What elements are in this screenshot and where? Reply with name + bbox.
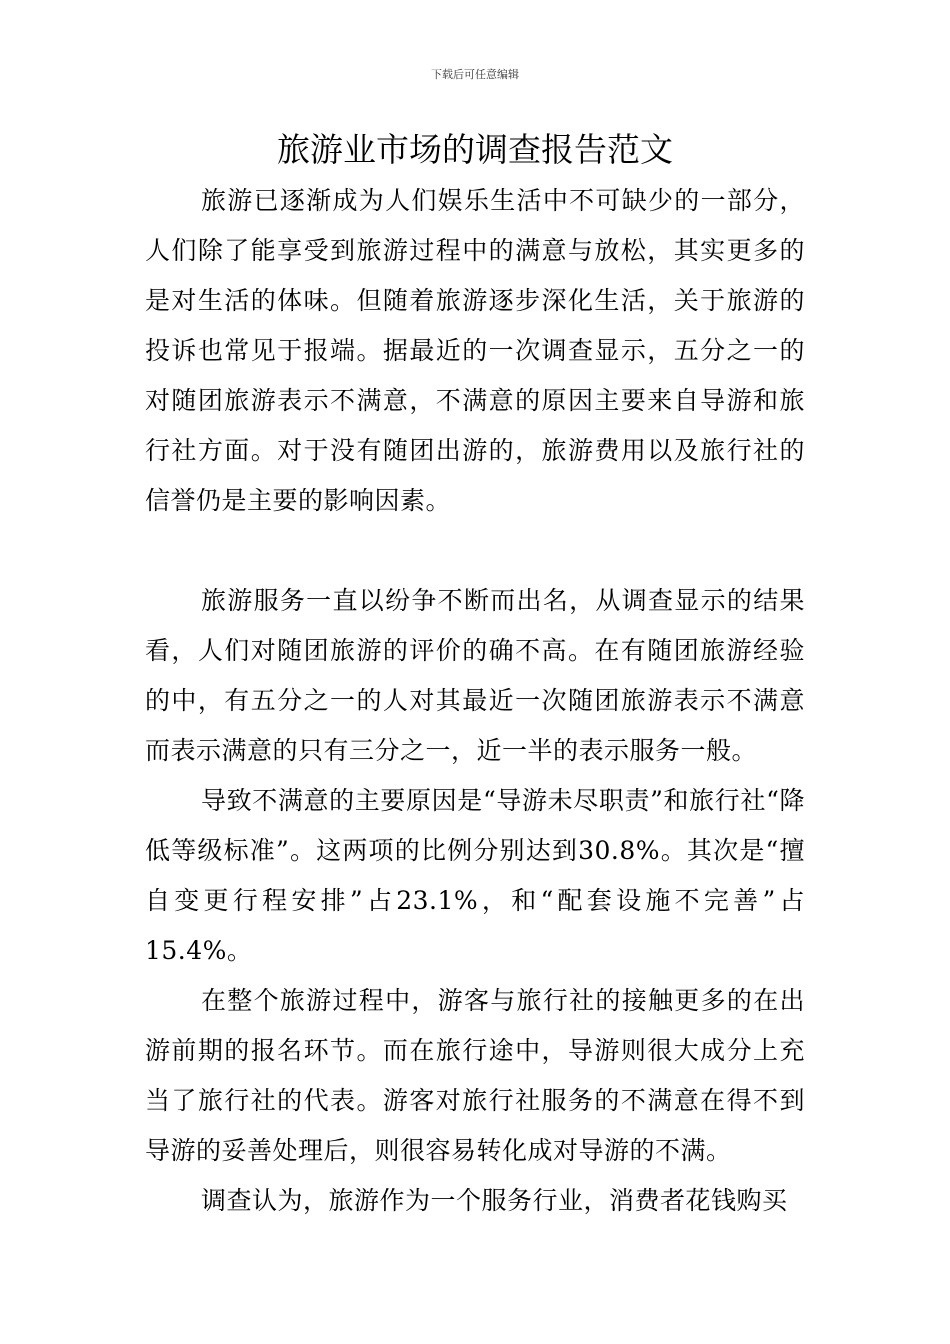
paragraph-guide-role: 在整个旅游过程中，游客与旅行社的接触更多的在出游前期的报名环节。而在旅行途中，导游则很大成分上充当了旅行社的代表。游客对旅行社服务的不满意在得不到导游的妥善处理后，则很容易转化成对导游的不满。 — [145, 986, 805, 1165]
paragraph-intro: 旅游已逐渐成为人们娱乐生活中不可缺少的一部分，人们除了能享受到旅游过程中的满意与放松，其实更多的是对生活的体味。但随着旅游逐步深化生活，关于旅游的投诉也常见于报端。据最近的一次调查显示，五分之一的对随团旅游表示不满意，不满意的原因主要来自导游和旅行社方面。对于没有随团出游的，旅游费用以及旅行社的信誉仍是主要的影响因素。 — [145, 186, 805, 515]
document-title: 旅游业市场的调查报告范文 — [277, 130, 673, 169]
paragraph-dissatisfaction-causes: 导致不满意的主要原因是“导游未尽职责”和旅行社“降低等级标准”。这两项的比例分别达到30.8%。其次是“擅自变更行程安排”占23.1%，和“配套设施不完善”占15.4%。 — [145, 786, 805, 965]
page-header-note: 下载后可任意编辑 — [431, 68, 519, 81]
paragraph-spacer — [145, 526, 805, 576]
document-body — [145, 176, 805, 1226]
paragraph-conclusion: 调查认为，旅游作为一个服务行业，消费者花钱购买 — [201, 1186, 788, 1215]
paragraph-service-evaluation: 旅游服务一直以纷争不断而出名，从调查显示的结果看，人们对随团旅游的评价的确不高。在有随团旅游经验的中，有五分之一的人对其最近一次随团旅游表示不满意而表示满意的只有三分之一，近一半的表示服务一般。 — [145, 586, 805, 765]
